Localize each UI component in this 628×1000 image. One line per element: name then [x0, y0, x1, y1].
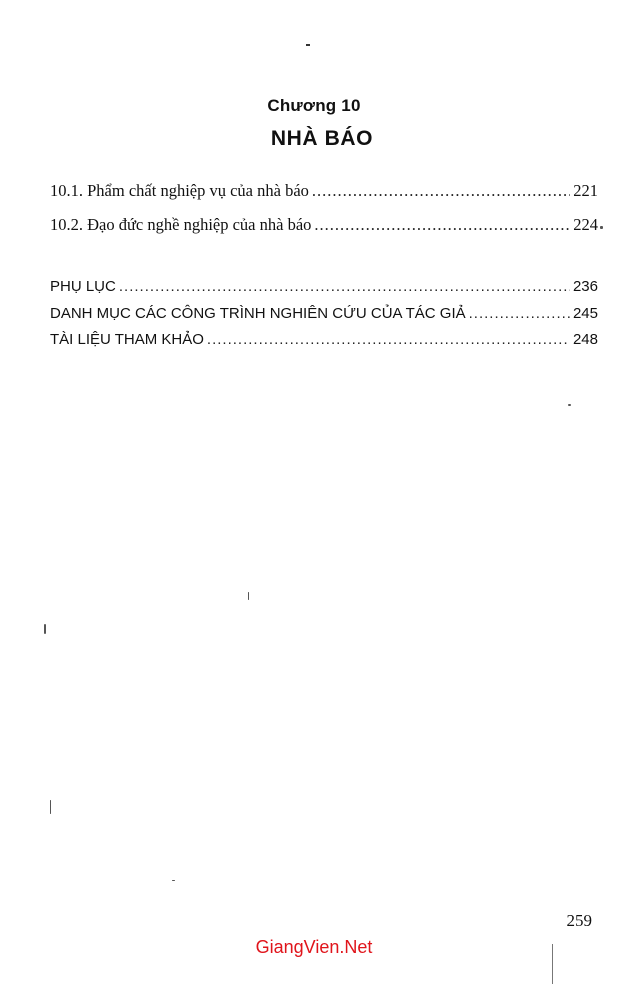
toc-entry-label: PHỤ LỤC [50, 278, 116, 295]
dot-leader [207, 331, 570, 348]
scan-speck [600, 226, 603, 229]
scan-edge-line [552, 944, 553, 984]
toc-entry-label: TÀI LIỆU THAM KHẢO [50, 331, 204, 348]
scan-speck [568, 404, 571, 406]
scan-speck [248, 592, 249, 600]
toc-entry-10-1 [50, 181, 598, 201]
chapter-label: Chương 10 [267, 96, 361, 115]
toc-entry-label: 10.1. Phẩm chất nghiệp vụ của nhà báo [50, 181, 309, 200]
scan-mark [306, 44, 310, 46]
chapter-title: NHÀ BÁO [270, 127, 374, 150]
toc-entry-label: DANH MỤC CÁC CÔNG TRÌNH NGHIÊN CỨU CỦA TÁC GIẢ [50, 305, 466, 322]
toc-entry-page: 245 [572, 305, 598, 322]
toc-entry-page: 224 [573, 215, 598, 234]
scan-speck [172, 880, 175, 881]
scan-speck [50, 800, 51, 814]
toc-entry-page: 248 [572, 331, 598, 348]
dot-leader [312, 181, 570, 201]
scan-speck [44, 624, 46, 634]
toc-entry-10-2 [50, 215, 598, 235]
toc-entry-author-works [50, 305, 598, 322]
toc-entry-appendix [50, 278, 598, 295]
watermark-text: GiangVien.Net [255, 937, 373, 957]
dot-leader [314, 215, 570, 235]
toc-entry-page: 236 [572, 278, 598, 295]
toc-entry-page: 221 [573, 181, 598, 200]
toc-entry-label: 10.2. Đạo đức nghề nghiệp của nhà báo [50, 215, 312, 234]
dot-leader [119, 278, 570, 295]
page-number: 259 [566, 911, 592, 930]
toc-entry-references [50, 331, 598, 348]
dot-leader [469, 305, 570, 322]
